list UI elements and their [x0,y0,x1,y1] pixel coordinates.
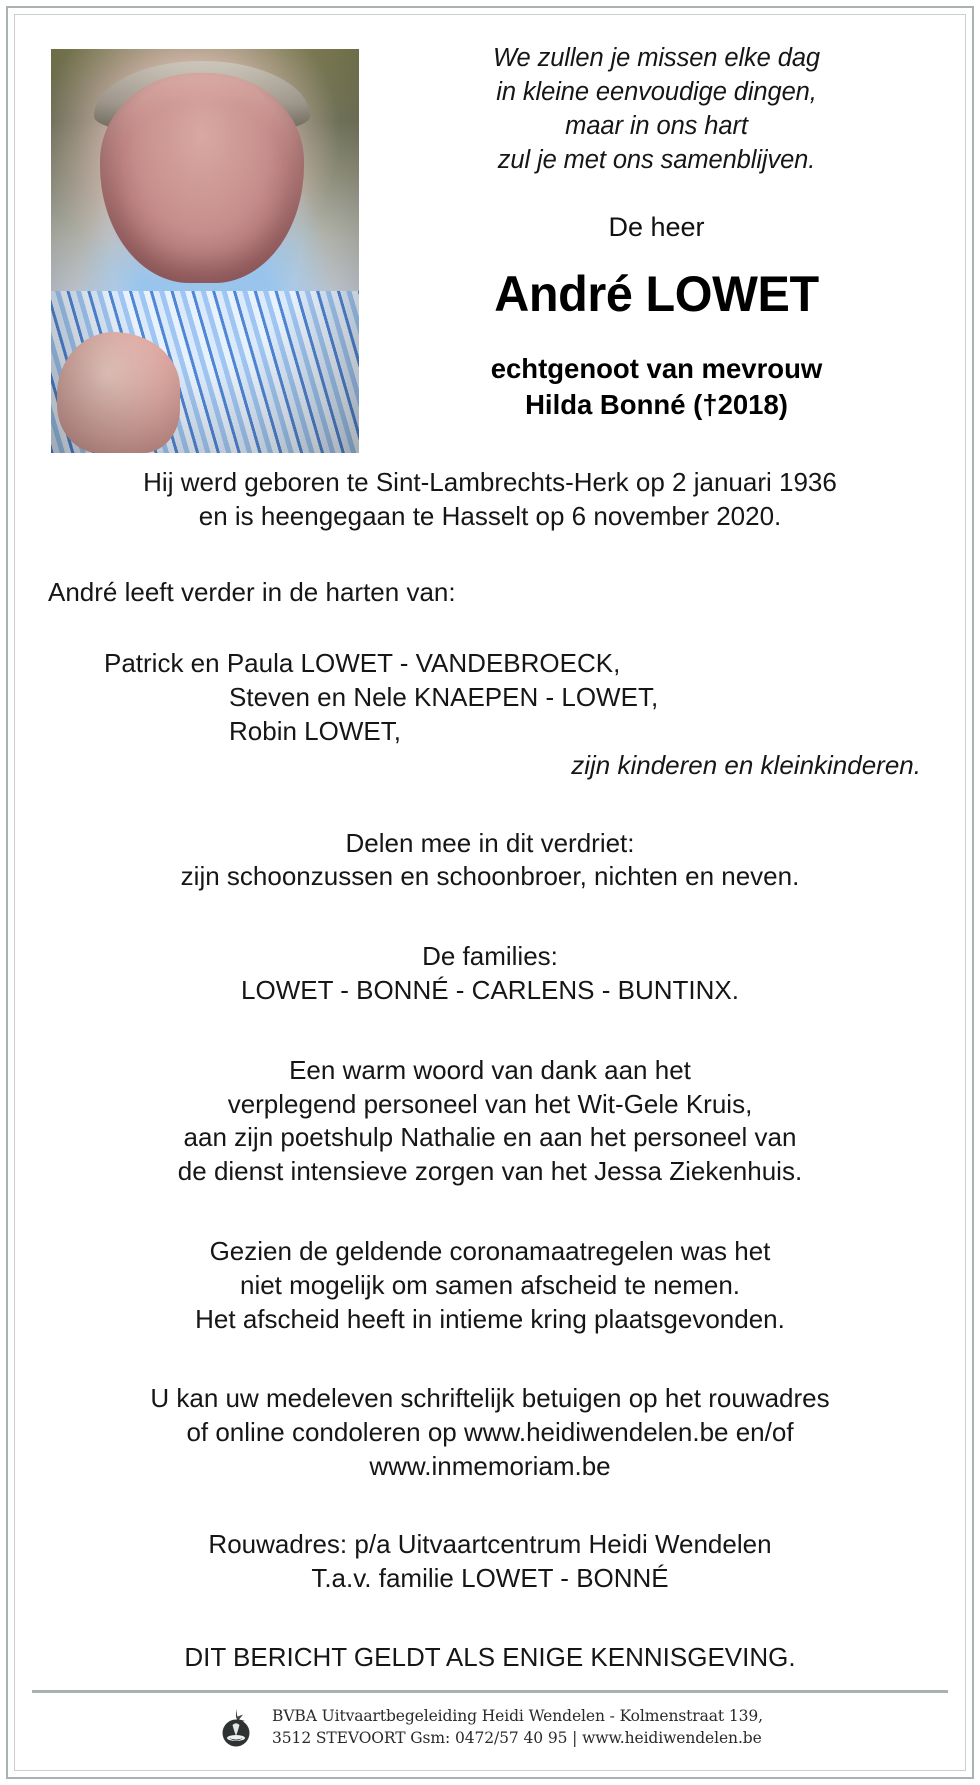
photo-vignette [51,49,359,453]
poem-line: in kleine eenvoudige dingen, [496,77,817,106]
corona-line: Gezien de geldende coronamaatregelen was het [209,1235,771,1266]
footer-line: BVBA Uitvaartbegeleiding Heidi Wendelen - Kolmenstraat 139, [272,1707,763,1725]
deceased-name: André LOWET [494,266,819,323]
birth-line: Hij werd geboren te Sint-Lambrechts-Herk op 2 januari 1936 [143,467,837,497]
condolences-block [24,1382,956,1483]
thanks-line: verplegend personeel van het Wit-Gele Kruis, [227,1088,753,1119]
condolence-line: U kan uw medeleven schriftelijk betuigen op het rouwadres [150,1383,830,1414]
footer-row [24,1705,956,1749]
thanks-line: Een warm woord van dank aan het [289,1054,691,1085]
families-line: LOWET - BONNÉ - CARLENS - BUNTINX. [241,974,739,1005]
lives-on-line: André leeft verder in de harten van: [48,576,456,607]
memorial-poem [384,42,929,178]
spouse-line: Hilda Bonné (†2018) [525,388,788,420]
birth-death-block [24,466,956,534]
child-line: Robin LOWET, [229,715,401,746]
share-grief-heading: Delen mee in dit verdriet: [345,827,635,858]
footer-divider [32,1690,948,1693]
poem-line: zul je met ons samenblijven. [497,145,816,174]
sole-notice-statement [24,1641,956,1675]
header-text-column [384,42,929,423]
corona-notice-block [24,1235,956,1336]
corona-line: niet mogelijk om samen afscheid te nemen. [239,1269,741,1300]
families-block [24,940,956,1008]
poem-line: We zullen je missen elke dag [493,44,820,72]
families-heading: De families: [422,941,558,972]
spouse-line: echtgenoot van mevrouw [490,352,823,384]
footer [24,1690,956,1749]
address-line: T.a.v. familie LOWET - BONNÉ [311,1562,669,1593]
thanks-line: aan zijn poetshulp Nathalie en aan het personeel van [183,1122,797,1153]
honorific-label: De heer [608,211,705,242]
death-line: en is heengegaan te Hasselt op 6 november 2020. [198,500,782,531]
children-block [24,647,956,782]
notice-line: DIT BERICHT GELDT ALS ENIGE KENNISGEVING. [184,1642,796,1673]
corona-line: Het afscheid heeft in intieme kring plaatsgevonden. [195,1303,785,1334]
share-grief-block [24,827,956,895]
card-content [24,24,956,1761]
thanks-line: de dienst intensieve zorgen van het Jessa Ziekenhuis. [177,1156,803,1187]
funeral-home-logo-icon [217,1705,259,1749]
address-line: Rouwadres: p/a Uitvaartcentrum Heidi Wendelen [208,1528,772,1559]
poem-line: maar in ons hart [565,111,748,140]
lives-on-block [24,576,956,610]
spouse-info [384,351,929,424]
children-caption: zijn kinderen en kleinkinderen. [571,749,921,780]
share-grief-line: zijn schoonzussen en schoonbroer, nichten en neven. [180,861,800,892]
portrait-photo [51,49,359,453]
condolence-line: www.inmemoriam.be [369,1450,611,1481]
thanks-block [24,1054,956,1189]
mourning-address-block [24,1528,956,1596]
child-line: Steven en Nele KNAEPEN - LOWET, [229,682,659,713]
header-area [24,24,956,452]
condolence-line: of online condoleren op www.heidiwendelen.be en/of [186,1417,794,1448]
child-line: Patrick en Paula LOWET - VANDEBROECK, [104,648,621,679]
footer-company-info [272,1705,763,1749]
footer-line: 3512 STEVOORT Gsm: 0472/57 40 95 | www.heidiwendelen.be [272,1729,762,1747]
